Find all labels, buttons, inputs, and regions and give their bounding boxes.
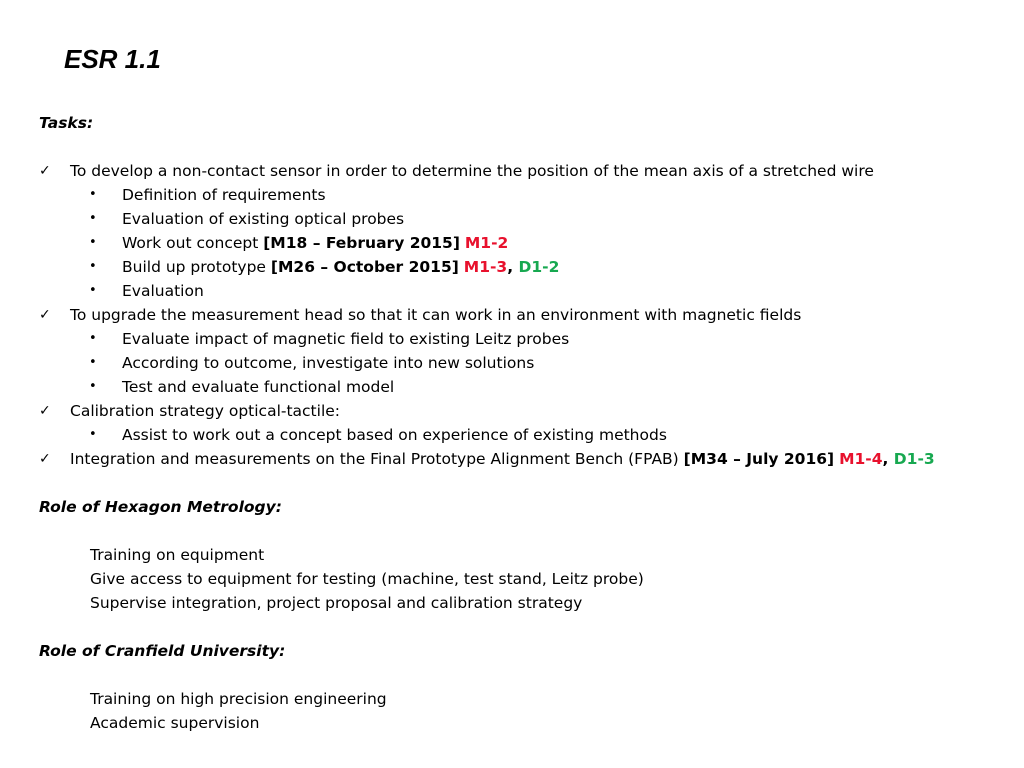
subtask-text: Work out concept [122, 234, 264, 252]
subtask-text: Definition of requirements [122, 186, 326, 204]
hexagon-heading: Role of Hexagon Metrology: [39, 498, 282, 516]
subtask-item [39, 183, 999, 207]
spacer [39, 519, 999, 543]
subtask-text: Test and evaluate functional model [122, 378, 395, 396]
spacer [39, 135, 999, 159]
checkmark-icon: ✓ [39, 163, 51, 179]
spacer [39, 615, 999, 639]
subtask-text: According to outcome, investigate into new solutions [122, 354, 535, 372]
cranfield-role-item: Training on high precision engineering [90, 690, 387, 708]
hexagon-role-item: Give access to equipment for testing (machine, test stand, Leitz probe) [90, 570, 644, 588]
milestone-code: M1-4 [839, 450, 883, 468]
bullet-icon: • [89, 235, 97, 250]
spacer [39, 663, 999, 687]
milestone-code: M1-3 [463, 258, 508, 276]
deliverable-code: D1-3 [893, 450, 935, 468]
subtask-item [39, 255, 999, 279]
milestone-code: M1-2 [464, 234, 509, 252]
subtask-text: Evaluate impact of magnetic field to existing Leitz probes [122, 330, 570, 348]
milestone-date: [M34 – July 2016] [683, 450, 835, 468]
subtask-item [39, 279, 999, 303]
checkmark-icon: ✓ [39, 451, 51, 467]
slide-body [39, 111, 999, 735]
checkmark-icon: ✓ [39, 307, 51, 323]
subtask-text: Evaluation [122, 282, 204, 300]
task-item [39, 303, 999, 327]
milestone-date: [M18 – February 2015] [263, 234, 460, 252]
task-item [39, 399, 999, 423]
subtask-text: Build up prototype [122, 258, 271, 276]
slide-title: ESR 1.1 [64, 44, 161, 74]
separator: , [507, 258, 519, 276]
subtask-item [39, 327, 999, 351]
subtask-text: Evaluation of existing optical probes [122, 210, 405, 228]
subtask-item [39, 207, 999, 231]
spacer [39, 471, 999, 495]
separator: , [882, 450, 894, 468]
task-item [39, 447, 999, 471]
bullet-icon: • [89, 211, 97, 226]
tasks-heading: Tasks: [39, 114, 94, 132]
task-text: Integration and measurements on the Final Prototype Alignment Bench (FPAB) [70, 450, 684, 468]
task-text: To develop a non-contact sensor in order to determine the position of the mean axis of a stretched wire [70, 162, 874, 180]
bullet-icon: • [89, 427, 97, 442]
bullet-icon: • [89, 283, 97, 298]
task-item [39, 159, 999, 183]
cranfield-heading: Role of Cranfield University: [39, 642, 286, 660]
deliverable-code: D1-2 [518, 258, 560, 276]
checkmark-icon: ✓ [39, 403, 51, 419]
bullet-icon: • [89, 355, 97, 370]
task-text: To upgrade the measurement head so that it can work in an environment with magnetic fields [70, 306, 802, 324]
hexagon-role-item: Supervise integration, project proposal and calibration strategy [90, 594, 583, 612]
subtask-text: Assist to work out a concept based on experience of existing methods [122, 426, 667, 444]
bullet-icon: • [89, 331, 97, 346]
bullet-icon: • [89, 259, 97, 274]
milestone-date: [M26 – October 2015] [270, 258, 459, 276]
bullet-icon: • [89, 187, 97, 202]
cranfield-role-item: Academic supervision [90, 714, 260, 732]
task-text: Calibration strategy optical-tactile: [70, 402, 341, 420]
subtask-item [39, 375, 999, 399]
hexagon-role-item: Training on equipment [90, 546, 265, 564]
bullet-icon: • [89, 379, 97, 394]
subtask-item [39, 423, 999, 447]
subtask-item [39, 351, 999, 375]
subtask-item [39, 231, 999, 255]
